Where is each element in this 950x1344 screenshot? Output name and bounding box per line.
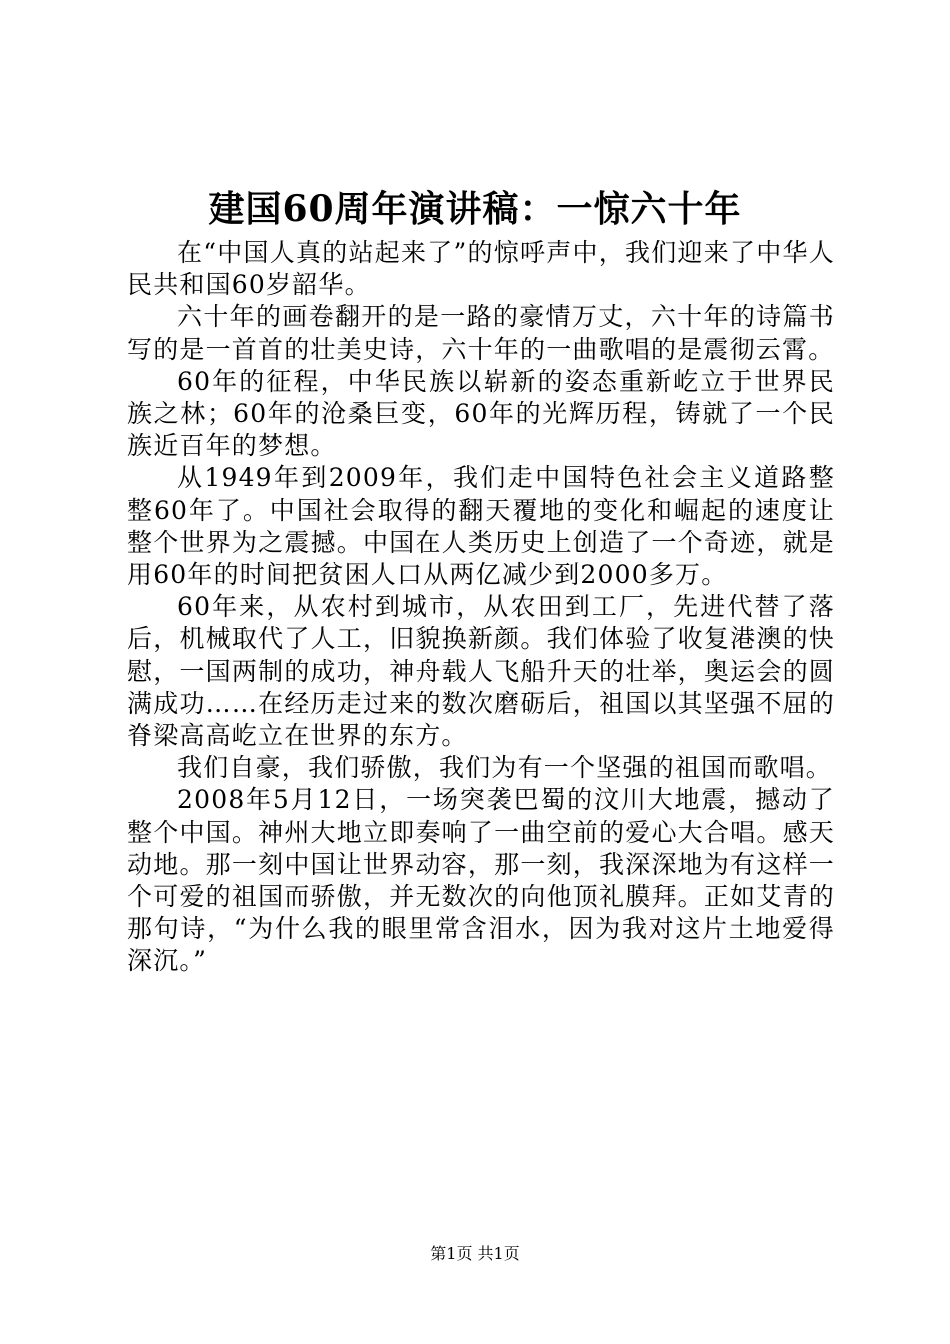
paragraph-3: 60年的征程，中华民族以崭新的姿态重新屹立于世界民族之林；60年的沧桑巨变，60年的光辉历程，铸就了一个民族近百年的梦想。 (127, 366, 835, 461)
paragraph-1: 在“中国人真的站起来了”的惊呼声中，我们迎来了中华人民共和国60岁韶华。 (127, 238, 835, 300)
paragraph-7: 2008年5月12日，一场突袭巴蜀的汶川大地震，撼动了整个中国。神州大地立即奏响了一曲空前的爱心大合唱。感天动地。那一刻中国让世界动容，那一刻，我深深地为有这样一个可爱的祖国而骄傲，并无数次的向他顶礼膜拜。正如艾青的那句诗，“为什么我的眼里常含泪水，因为我对这片土地爱得深沉。” (127, 785, 835, 976)
page-footer: 第1页 共1页 (430, 1244, 520, 1263)
paragraph-6: 我们自豪，我们骄傲，我们为有一个坚强的祖国而歌唱。 (177, 753, 833, 783)
paragraph-2: 六十年的画卷翻开的是一路的豪情万丈，六十年的诗篇书写的是一首首的壮美史诗，六十年的一曲歌唱的是震彻云霄。 (127, 302, 835, 364)
document-body (127, 237, 835, 978)
document-title: 建国60周年演讲稿：一惊六十年 (208, 188, 742, 230)
paragraph-4: 从1949年到2009年，我们走中国特色社会主义道路整整60年了。中国社会取得的翻天覆地的变化和崛起的速度让整个世界为之震撼。中国在人类历史上创造了一个奇迹，就是用60年的时间把贫困人口从两亿减少到2000多万。 (127, 463, 835, 590)
paragraph-5: 60年来，从农村到城市，从农田到工厂，先进代替了落后，机械取代了人工，旧貌换新颜。我们体验了收复港澳的快慰，一国两制的成功，神舟载人飞船升天的壮举，奥运会的圆满成功……在经历走过来的数次磨砺后，祖国以其坚强不屈的脊梁高高屹立在世界的东方。 (127, 592, 835, 751)
